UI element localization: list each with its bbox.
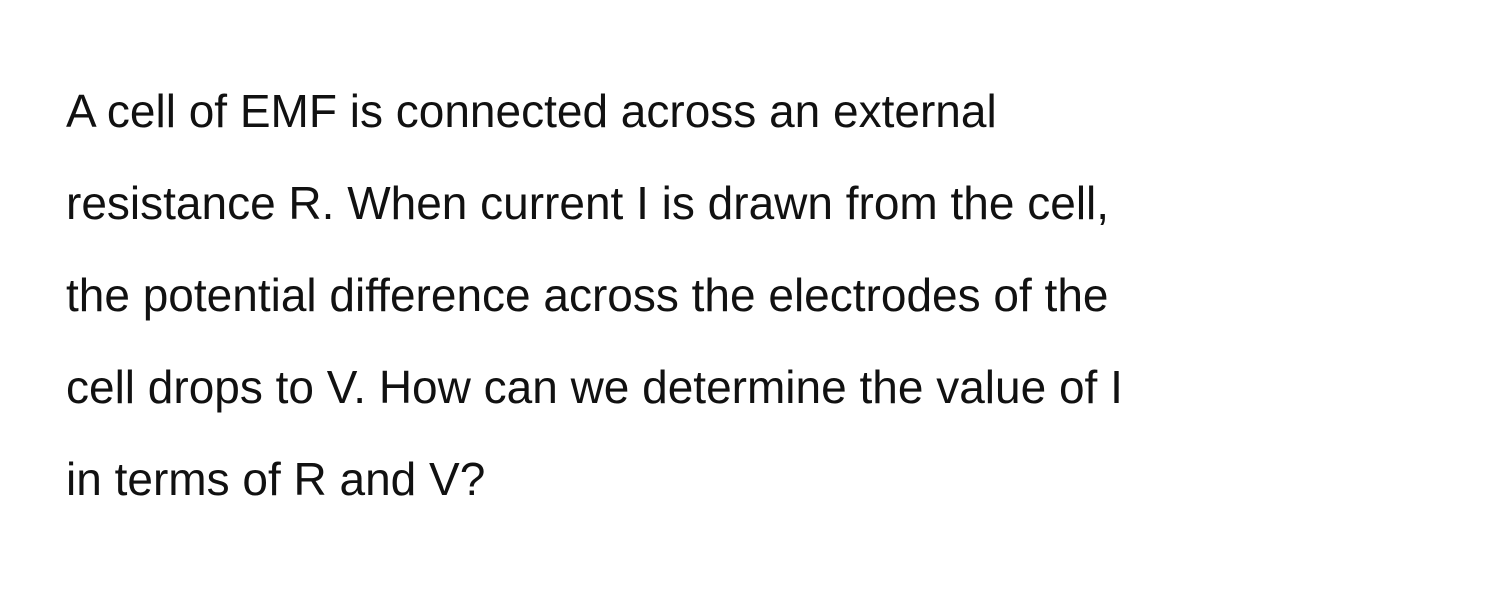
question-text — [66, 85, 1466, 505]
question-line: resistance R. When current I is drawn from the cell, — [66, 177, 1110, 229]
question-line: in terms of R and V? — [66, 453, 486, 505]
question-line: cell drops to V. How can we determine the value of I — [66, 361, 1123, 413]
question-line: A cell of EMF is connected across an external — [66, 85, 997, 137]
question-line: the potential difference across the electrodes of the — [66, 269, 1109, 321]
